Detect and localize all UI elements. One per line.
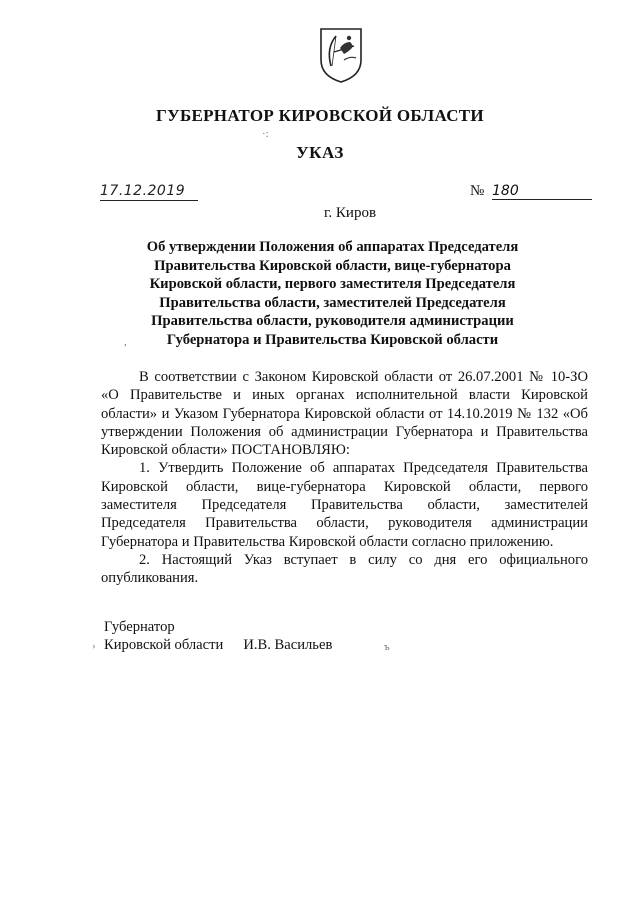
coat-of-arms-icon [318,26,364,84]
document-number: 180 [492,183,592,200]
document-date: 17.12.2019 [100,183,198,201]
document-body [101,368,588,588]
signature-block [104,637,332,654]
scan-speck: ·: [262,128,269,140]
preamble-paragraph: В соответствии с Законом Кировской области от 26.07.2001 № 10-ЗО «О Правительстве и иных органах исполнительной власти Кировской области» и Указом Губернатора Кировской области от 14.10.2019 № 132 «Об утверждении Положения об администрации Губернатора и Правительства Кировской области» ПОСТАНОВЛЯЮ: [101,369,588,459]
clause-2-paragraph: 2. Настоящий Указ вступает в силу со дня его официального опубликования. [101,551,588,587]
scan-speck: ъ [384,641,390,653]
signatory-position: Губернатор [104,619,175,635]
issuing-authority: ГУБЕРНАТОР КИРОВСКОЙ ОБЛАСТИ [156,106,484,125]
scan-speck: › [92,640,96,652]
scan-speck: , [124,336,127,348]
document-title: Об утверждении Положения об аппаратах Председателя Правительства Кировской области, вице-губернатора Кировской области, первого заместителя Председателя Правительства области, заместителей Председателя Правительства области, руководителя администрации Губернатора и Правительства Кировской области [146,239,519,348]
document-type: УКАЗ [296,143,344,162]
signatory-region: Кировской области [104,637,224,653]
number-sign: № [470,183,485,199]
clause-1-paragraph: 1. Утвердить Положение об аппаратах Председателя Правительства Кировской области, вице-губернатора Кировской области, первого заместителя Председателя Правительства области, заместителей Председателя Правительства области, руководителя администрации Губернатора и Правительства Кировской области согласно приложению. [101,460,588,550]
document-number-field [470,183,597,200]
issue-city: г. Киров [323,205,377,221]
signatory-name: И.В. Васильев [243,637,333,653]
